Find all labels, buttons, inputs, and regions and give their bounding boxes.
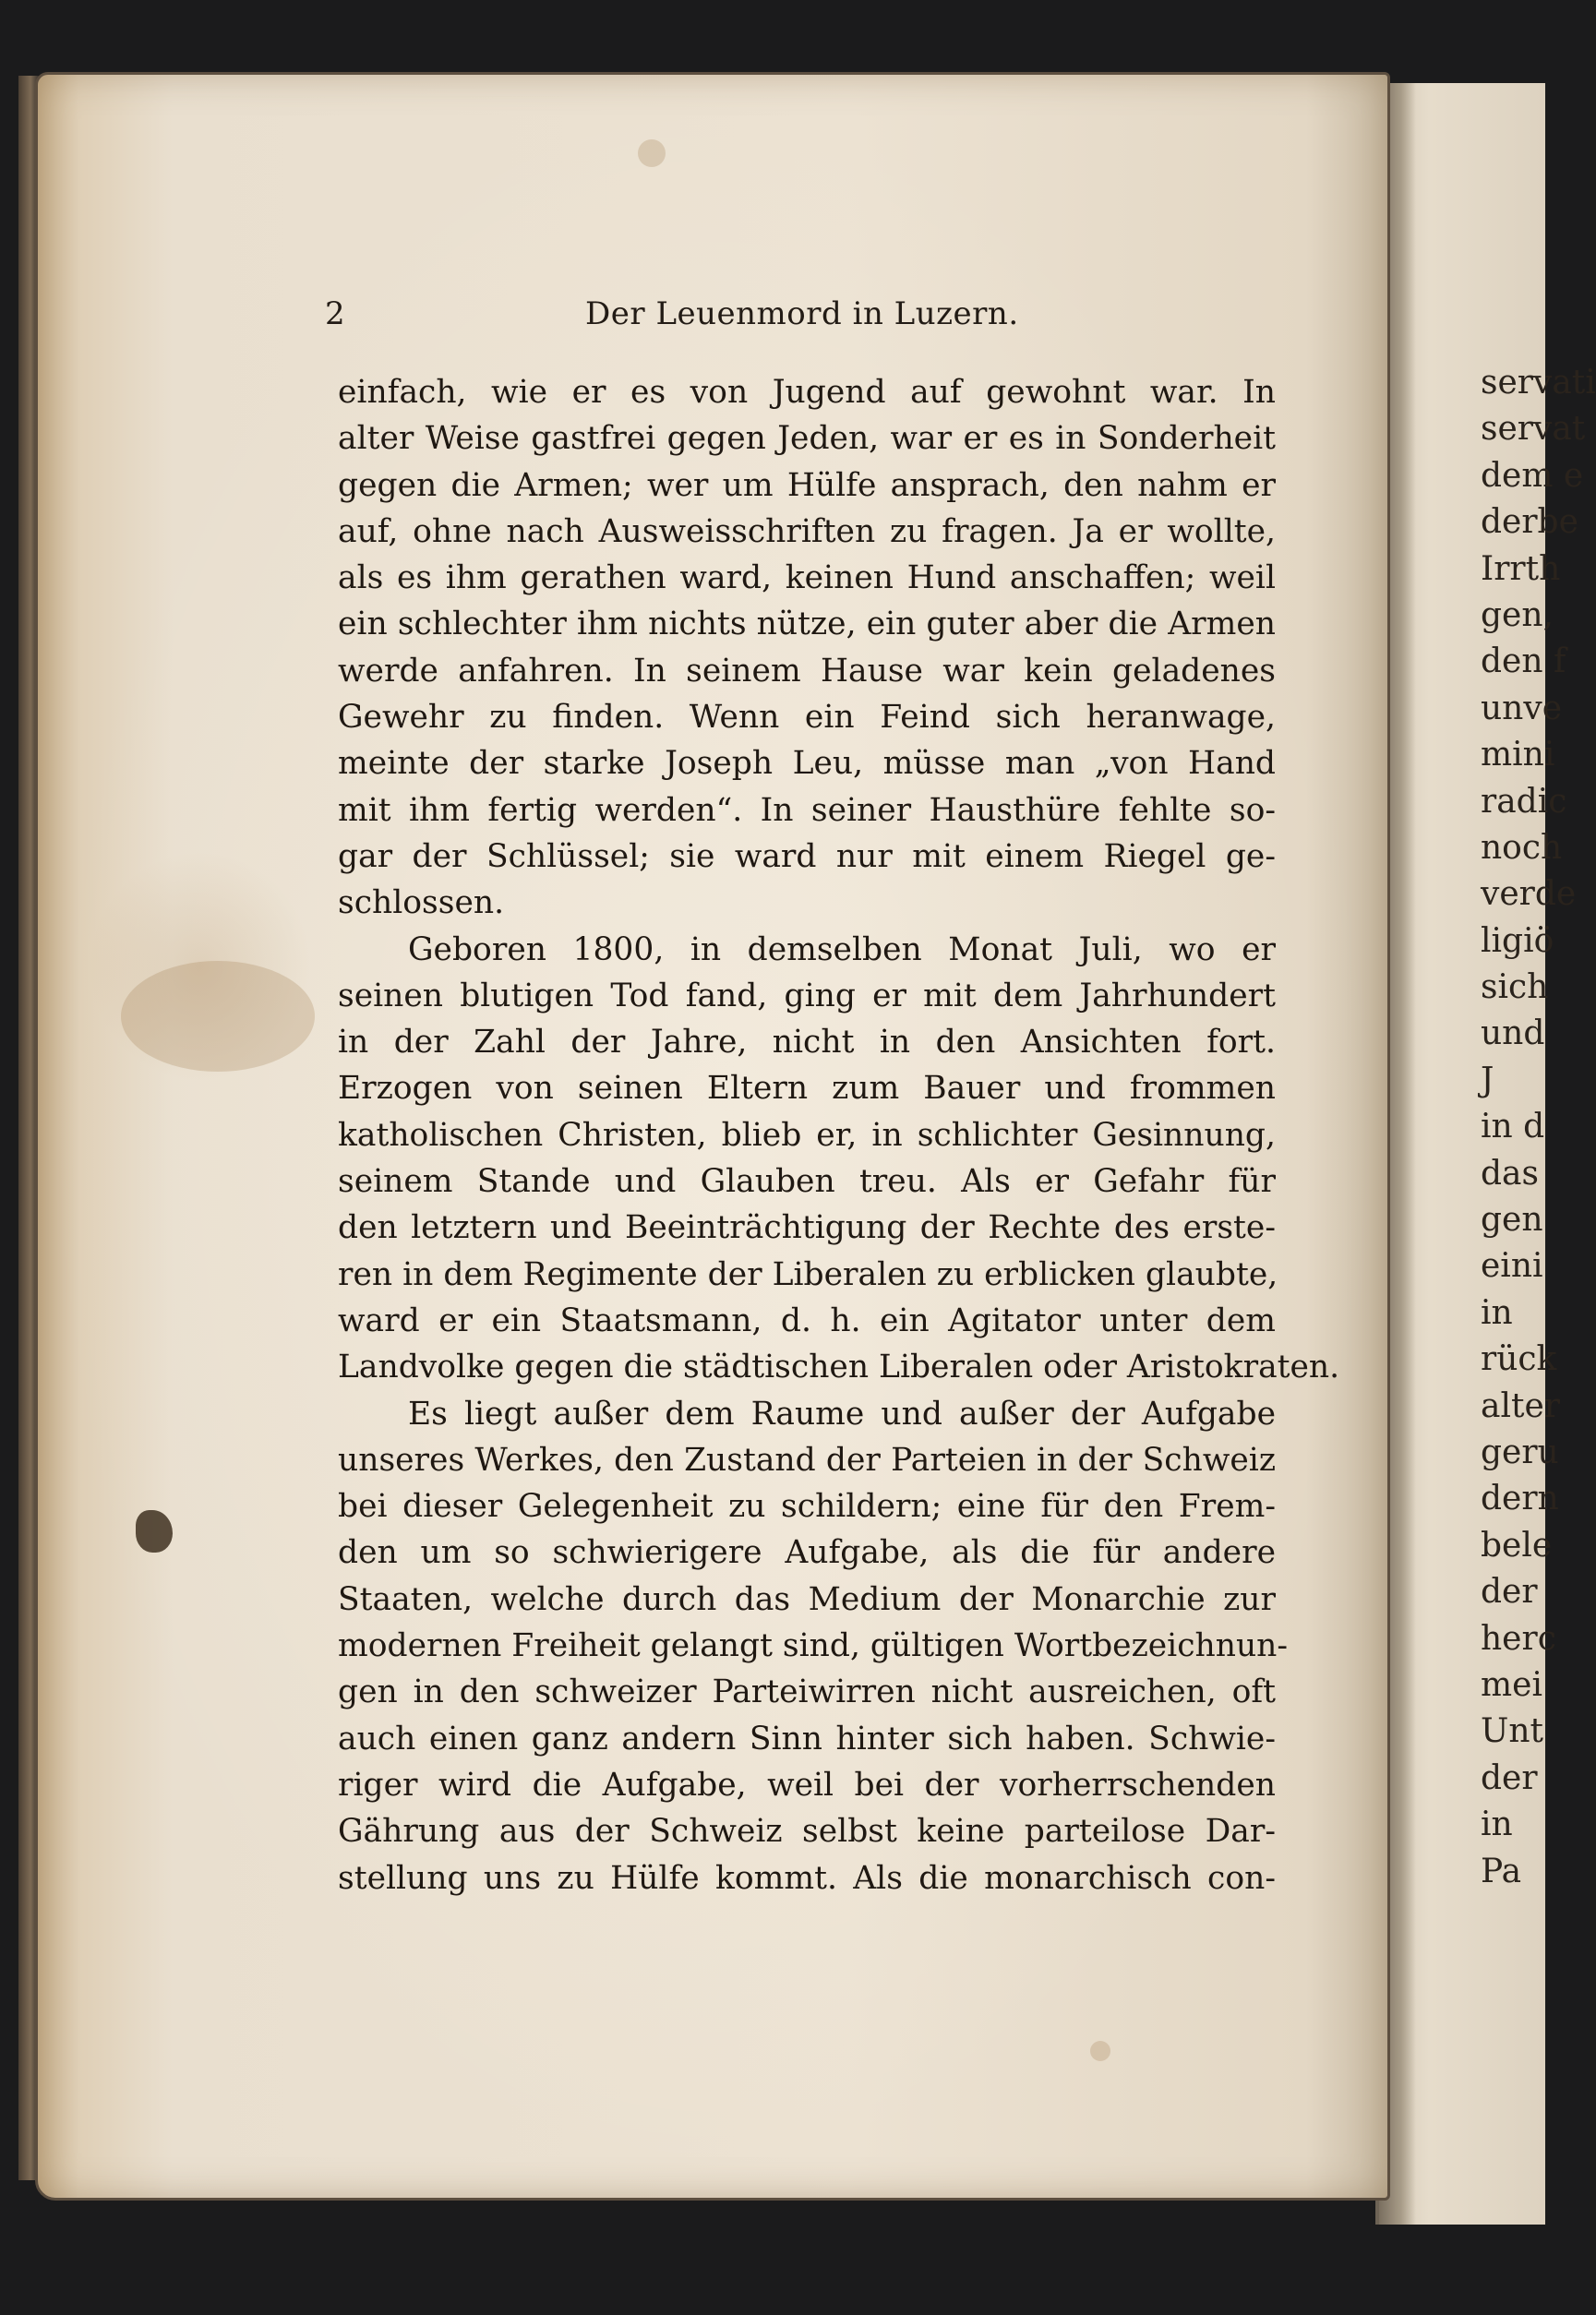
facing-text-fragment: geru bbox=[1481, 1433, 1559, 1471]
facing-text-fragment: alter bbox=[1481, 1386, 1560, 1425]
text-line: unseres Werkes, den Zustand der Parteien in der Schweiz bbox=[338, 1441, 1276, 1479]
text-line: den letztern und Beeinträchtigung der Rechte des erste- bbox=[338, 1209, 1276, 1247]
paper-stain bbox=[121, 961, 315, 1072]
text-line: Erzogen von seinen Eltern zum Bauer und frommen bbox=[338, 1070, 1276, 1108]
text-line: Es liegt außer dem Raume und außer der Aufgabe bbox=[408, 1395, 1276, 1433]
facing-text-fragment: herc bbox=[1481, 1619, 1556, 1658]
text-line: gegen die Armen; wer um Hülfe ansprach, den nahm er bbox=[338, 466, 1276, 504]
text-line: bei dieser Gelegenheit zu schildern; eine für den Frem- bbox=[338, 1488, 1276, 1526]
facing-text-fragment: und bbox=[1481, 1014, 1545, 1053]
facing-text-fragment: noch bbox=[1481, 828, 1563, 867]
facing-text-fragment: der bbox=[1481, 1573, 1538, 1612]
facing-text-fragment: servat bbox=[1481, 410, 1586, 449]
facing-text-fragment: dem e bbox=[1481, 456, 1584, 495]
text-line: auch einen ganz andern Sinn hinter sich haben. Schwie- bbox=[338, 1720, 1276, 1757]
facing-text-fragment: J bbox=[1481, 1061, 1494, 1099]
text-line: katholischen Christen, blieb er, in schlichter Gesinnung, bbox=[338, 1116, 1276, 1154]
facing-text-fragment: sich bbox=[1481, 968, 1549, 1007]
facing-text-fragment: Pa bbox=[1481, 1852, 1522, 1890]
text-line: seinem Stande und Glauben treu. Als er Gefahr für bbox=[338, 1163, 1276, 1201]
text-line: meinte der starke Joseph Leu, müsse man „von Hand bbox=[338, 745, 1276, 783]
facing-text-fragment: den f bbox=[1481, 642, 1566, 681]
text-line: in der Zahl der Jahre, nicht in den Ansichten fort. bbox=[338, 1024, 1276, 1062]
text-line: als es ihm gerathen ward, keinen Hund anschaffen; weil bbox=[338, 559, 1276, 597]
body-text bbox=[338, 369, 1340, 1901]
text-line: Gewehr zu finden. Wenn ein Feind sich heranwage, bbox=[338, 699, 1276, 737]
facing-page-edge bbox=[1375, 83, 1596, 2225]
facing-text-fragment: radic bbox=[1481, 782, 1567, 821]
facing-text-fragment: ligiö bbox=[1481, 921, 1554, 960]
text-line: ren in dem Regimente der Liberalen zu erblicken glaubte, bbox=[338, 1255, 1278, 1293]
facing-text-fragment: bele bbox=[1481, 1526, 1553, 1565]
facing-text-fragment: Unt bbox=[1481, 1712, 1543, 1751]
facing-text-fragment: dern bbox=[1481, 1480, 1559, 1518]
paper-stain bbox=[1090, 2041, 1110, 2061]
facing-text-fragment: mini bbox=[1481, 736, 1555, 774]
facing-text-fragment: in bbox=[1481, 1805, 1513, 1844]
facing-text-fragment: mei bbox=[1481, 1665, 1542, 1704]
facing-text-fragment: eini bbox=[1481, 1247, 1543, 1286]
text-line: Geboren 1800, in demselben Monat Juli, wo er bbox=[408, 930, 1276, 968]
page-number: 2 bbox=[325, 295, 345, 332]
facing-text-fragment: der bbox=[1481, 1758, 1538, 1797]
text-line: den um so schwierigere Aufgabe, als die für andere bbox=[338, 1534, 1276, 1572]
text-line: Staaten, welche durch das Medium der Monarchie zur bbox=[338, 1580, 1276, 1618]
text-line: seinen blutigen Tod fand, ging er mit dem Jahrhundert bbox=[338, 977, 1276, 1014]
facing-text-fragment: rück bbox=[1481, 1340, 1557, 1379]
text-line: schlossen. bbox=[338, 884, 505, 922]
text-line: riger wird die Aufgabe, weil bei der vorherrschenden bbox=[338, 1766, 1276, 1804]
paper-stain bbox=[638, 139, 666, 167]
facing-text-fragment: in bbox=[1481, 1293, 1513, 1332]
text-line: gar der Schlüssel; sie ward nur mit einem Riegel ge- bbox=[338, 837, 1276, 875]
text-line: einfach, wie er es von Jugend auf gewohnt war. In bbox=[338, 374, 1276, 411]
facing-text-fragment: derbe bbox=[1481, 503, 1578, 542]
text-line: modernen Freiheit gelangt sind, gültigen Wortbezeichnun- bbox=[338, 1627, 1289, 1665]
running-title: Der Leuenmord in Luzern. bbox=[585, 295, 1019, 332]
text-line: alter Weise gastfrei gegen Jeden, war er es in Sonderheit bbox=[338, 420, 1276, 458]
text-line: ein schlechter ihm nichts nütze, ein guter aber die Armen bbox=[338, 606, 1276, 643]
text-line: Gährung aus der Schweiz selbst keine parteilose Dar- bbox=[338, 1813, 1276, 1851]
facing-text-fragment: servati bbox=[1481, 364, 1596, 402]
text-line: ward er ein Staatsmann, d. h. ein Agitator unter dem bbox=[338, 1301, 1276, 1339]
text-line: stellung uns zu Hülfe kommt. Als die monarchisch con- bbox=[338, 1859, 1276, 1897]
facing-text-fragment: in d bbox=[1481, 1108, 1545, 1146]
facing-text-fragment: unve bbox=[1481, 689, 1563, 727]
text-line: auf, ohne nach Ausweisschriften zu fragen. Ja er wollte, bbox=[338, 512, 1276, 550]
text-line: Landvolke gegen die städtischen Liberalen oder Aristokraten. bbox=[338, 1349, 1340, 1386]
text-line: werde anfahren. In seinem Hause war kein geladenes bbox=[338, 652, 1276, 690]
text-line: mit ihm fertig werden“. In seiner Hausthüre fehlte so- bbox=[338, 791, 1276, 829]
facing-text-fragment: verde bbox=[1481, 875, 1577, 914]
facing-page-text bbox=[1481, 360, 1596, 1895]
facing-text-fragment: gen, bbox=[1481, 595, 1554, 634]
facing-text-fragment: das bbox=[1481, 1154, 1539, 1193]
paper-stain bbox=[136, 1510, 173, 1553]
facing-text-fragment: Irrth bbox=[1481, 549, 1561, 588]
text-line: gen in den schweizer Parteiwirren nicht ausreichen, oft bbox=[338, 1673, 1276, 1711]
facing-text-fragment: gen bbox=[1481, 1201, 1543, 1240]
